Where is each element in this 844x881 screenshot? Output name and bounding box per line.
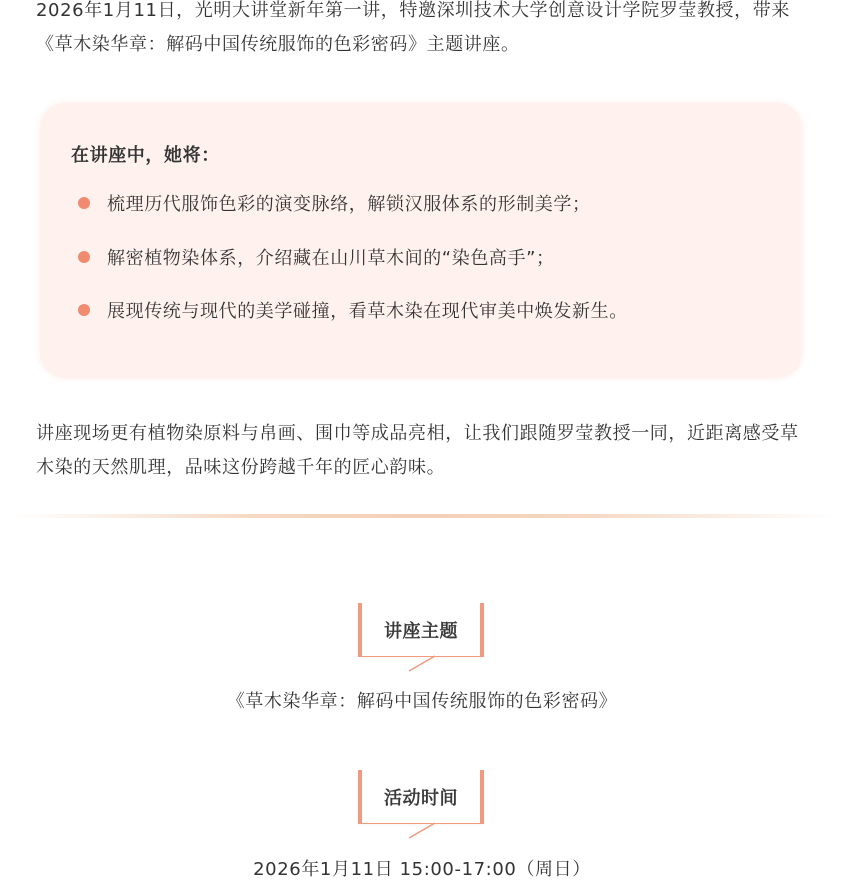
lecture-topic-label [358,603,484,657]
event-time-value: 2026年1月11日 15:00-17:00（周日） [253,859,591,880]
list-item [78,242,555,272]
intro-paragraph: 2026年1月11日，光明大讲堂新年第一讲，特邀深圳技术大学创意设计学院罗莹教授，带来《草木染华章：解码中国传统服饰的色彩密码》主题讲座。 [36,0,790,55]
list-item [78,188,591,218]
speech-tail-icon [405,655,445,675]
highlights-card [40,103,802,378]
event-time-label [358,770,484,824]
list-item-text: 解密植物染体系，介绍藏在山川草木间的“染色高手”； [107,248,555,269]
list-item-text: 展现传统与现代的美学碰撞，看草木染在现代审美中焕发新生。 [107,301,628,322]
lecture-topic-label-text: 讲座主题 [384,620,458,642]
section-divider [10,514,834,518]
speech-tail-icon [405,822,445,842]
lecture-topic-value: 《草木染华章：解码中国传统服饰的色彩密码》 [226,691,618,712]
list-item-text: 梳理历代服饰色彩的演变脉络，解锁汉服体系的形制美学； [107,194,591,215]
list-item [78,295,628,325]
bullet-dot-icon [78,197,90,209]
highlights-heading: 在讲座中，她将： [71,145,220,166]
bullet-dot-icon [78,251,90,263]
event-time-label-text: 活动时间 [384,787,458,809]
bullet-dot-icon [78,304,90,316]
outro-paragraph: 讲座现场更有植物染原料与帛画、围巾等成品亮相，让我们跟随罗莹教授一同，近距离感受草木染的天然肌理，品味这份跨越千年的匠心韵味。 [36,423,799,478]
